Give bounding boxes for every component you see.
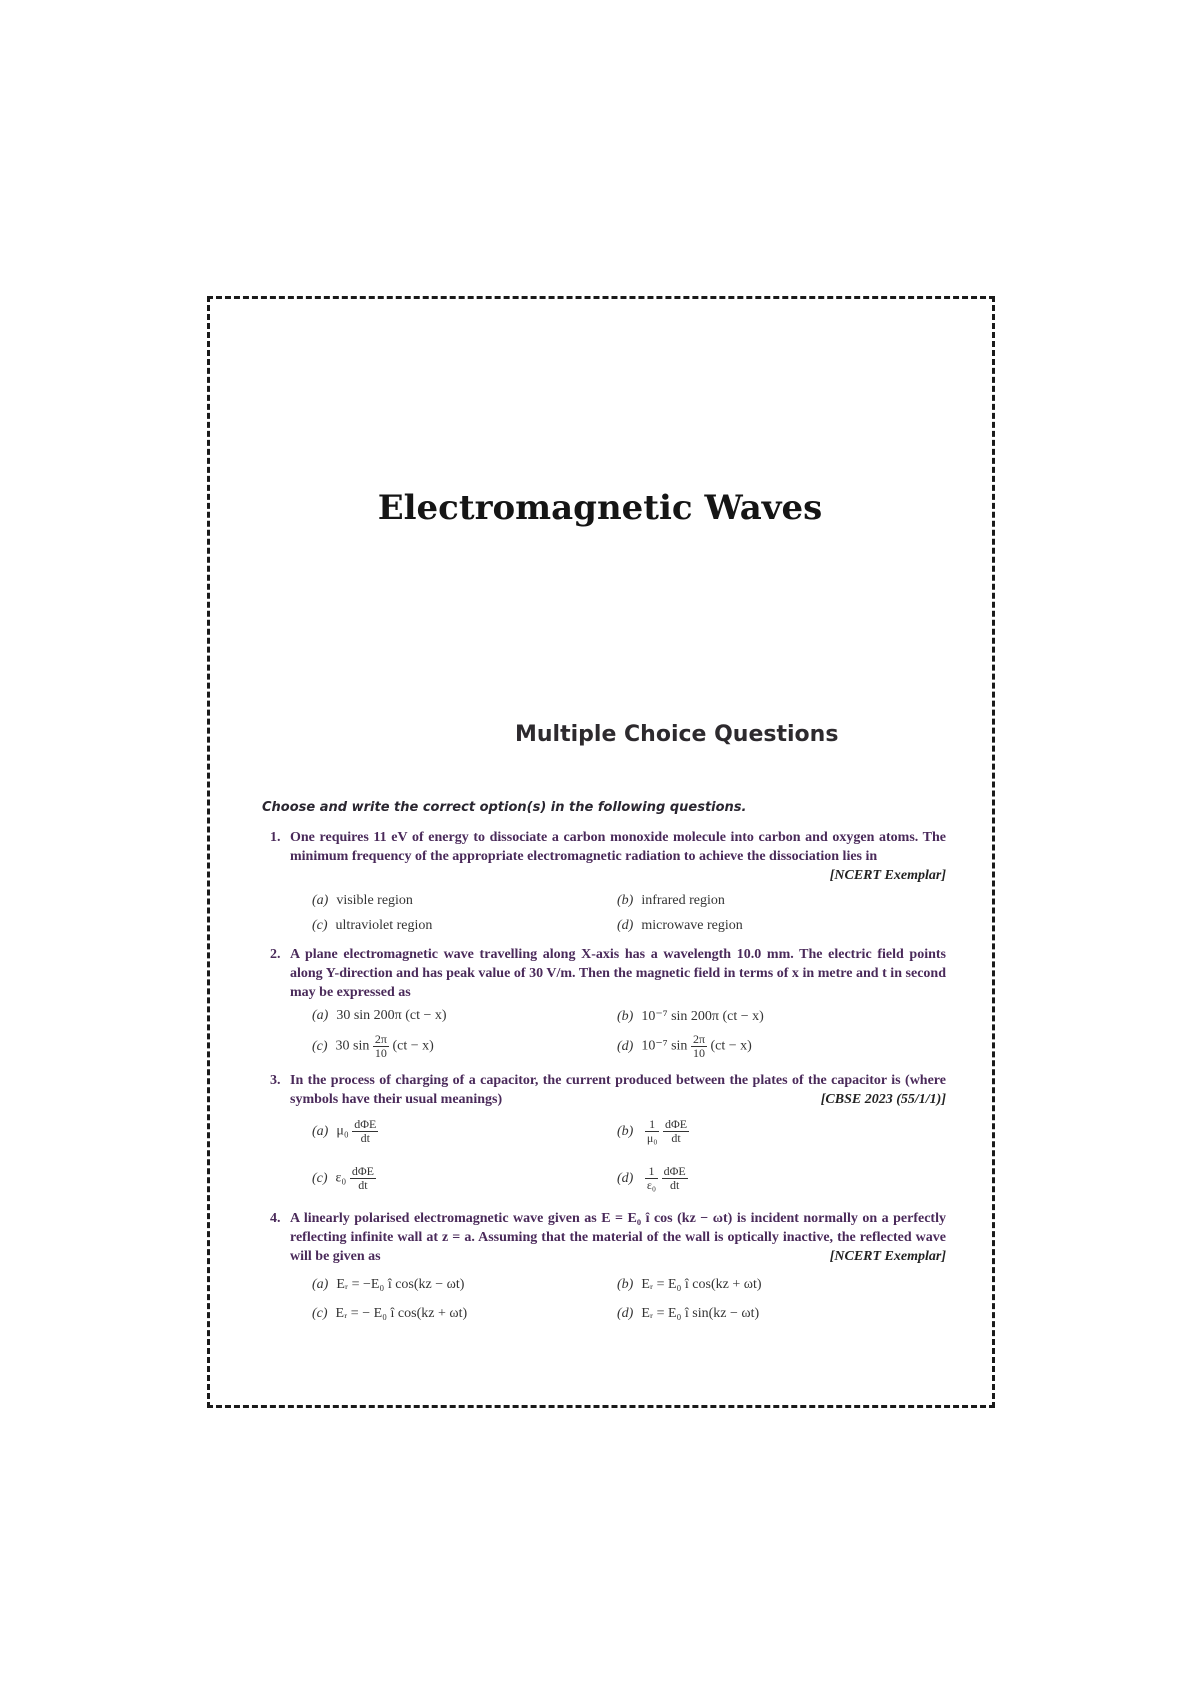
option-1a — [312, 893, 413, 909]
fraction-numerator: 2π — [374, 1032, 387, 1046]
fraction-denominator: dt — [671, 1131, 681, 1145]
option-3c — [312, 1165, 376, 1192]
option-label: (d) — [617, 1306, 634, 1321]
option-4c — [312, 1306, 467, 1322]
question-number: 2. — [270, 947, 281, 962]
option-text-tail: (ct − x) — [710, 1038, 752, 1054]
fraction-denominator: 10 — [374, 1046, 387, 1060]
option-text: microwave region — [641, 918, 743, 933]
option-3b — [617, 1118, 689, 1145]
fraction-denominator: dt — [360, 1131, 370, 1145]
question-1 — [270, 828, 946, 885]
option-label: (a) — [312, 1008, 329, 1023]
fraction-numerator: 2π — [692, 1032, 705, 1046]
fraction — [373, 1033, 389, 1060]
option-4d — [617, 1306, 759, 1322]
option-text: 30 sin — [335, 1038, 370, 1054]
fraction — [645, 1165, 658, 1192]
fraction-numerator: 1 — [645, 1165, 658, 1179]
chapter-title: Electromagnetic Waves — [377, 488, 823, 528]
option-text: 10⁻⁷ sin — [641, 1038, 688, 1054]
option-label: (d) — [617, 1038, 634, 1054]
fraction-denominator: 10 — [692, 1046, 705, 1060]
fraction-denominator: ε₀ — [646, 1178, 657, 1192]
option-3a — [312, 1118, 378, 1145]
option-2c — [312, 1033, 434, 1060]
option-label: (a) — [312, 1277, 329, 1292]
question-2 — [270, 945, 946, 1002]
option-label: (b) — [617, 1277, 634, 1292]
question-number: 1. — [270, 830, 281, 845]
option-3d — [617, 1165, 688, 1192]
option-label: (b) — [617, 893, 634, 908]
fraction-numerator: dΦE — [351, 1164, 374, 1178]
option-text-tail: (ct − x) — [392, 1038, 434, 1054]
fraction — [352, 1118, 378, 1145]
option-text: 30 sin 200π (ct − x) — [336, 1008, 447, 1023]
question-number: 3. — [270, 1073, 281, 1088]
fraction-numerator: dΦE — [354, 1117, 377, 1131]
question-text: A linearly polarised electromagnetic wave given as E = E₀ î cos (kz − ωt) is incident normally on a perfectly reflecting infinite wall at z = a. Assuming that the material of the wall is optically inactive, the reflected wave will be given as — [290, 1211, 946, 1264]
option-2b — [617, 1008, 764, 1025]
option-label: (c) — [312, 1306, 328, 1321]
option-text: Eᵣ = E₀ î sin(kz − ωt) — [641, 1306, 760, 1321]
option-text: Eᵣ = E₀ î cos(kz + ωt) — [641, 1277, 762, 1292]
fraction — [691, 1033, 707, 1060]
fraction-numerator: dΦE — [663, 1164, 686, 1178]
question-source: [NCERT Exemplar] — [829, 1249, 946, 1264]
option-text: ε₀ — [335, 1170, 347, 1186]
option-2a — [312, 1008, 447, 1024]
option-text: infrared region — [641, 893, 725, 908]
option-1c — [312, 918, 432, 934]
option-1b — [617, 893, 725, 909]
fraction-denominator: dt — [358, 1178, 368, 1192]
question-source: [NCERT Exemplar] — [829, 868, 946, 883]
fraction-numerator: dΦE — [664, 1117, 688, 1131]
option-text: 10⁻⁷ sin 200π (ct − x) — [641, 1009, 764, 1024]
question-text: In the process of charging of a capacitor, the current produced between the plates of the capacitor is (where symbols have their usual meanings) — [290, 1073, 946, 1107]
question-3 — [270, 1071, 946, 1109]
question-text: One requires 11 eV of energy to dissociate a carbon monoxide molecule into carbon and oxygen atoms. The minimum frequency of the appropriate electromagnetic radiation to achieve the dissociation lies in — [290, 830, 946, 864]
fraction — [663, 1118, 689, 1145]
question-text: A plane electromagnetic wave travelling along X-axis has a wavelength 10.0 mm. The electric field points along Y-direction and has peak value of 30 V/m. Then the magnetic field in terms of x in metre and t in second may be expressed as — [290, 947, 946, 1000]
fraction — [645, 1118, 660, 1145]
option-label: (d) — [617, 1170, 634, 1186]
option-label: (a) — [312, 893, 329, 908]
option-text: Eᵣ = −E₀ î cos(kz − ωt) — [336, 1277, 465, 1292]
question-source: [CBSE 2023 (55/1/1)] — [820, 1092, 946, 1107]
option-text: μ₀ — [336, 1123, 349, 1139]
option-text: Eᵣ = − E₀ î cos(kz + ωt) — [335, 1306, 468, 1321]
option-label: (b) — [617, 1009, 634, 1024]
question-number: 4. — [270, 1211, 281, 1226]
option-label: (c) — [312, 918, 328, 933]
question-4 — [270, 1209, 946, 1266]
section-title: Multiple Choice Questions — [515, 722, 839, 747]
instructions-text: Choose and write the correct option(s) in the following questions. — [262, 800, 747, 815]
fraction — [662, 1165, 688, 1192]
fraction-numerator: 1 — [645, 1118, 660, 1132]
option-text: visible region — [336, 893, 413, 908]
option-label: (c) — [312, 1170, 328, 1186]
option-4b — [617, 1277, 762, 1293]
option-1d — [617, 918, 743, 934]
option-label: (a) — [312, 1123, 329, 1139]
fraction-denominator: μ₀ — [646, 1131, 658, 1145]
option-2d — [617, 1033, 752, 1060]
option-text: ultraviolet region — [335, 918, 433, 933]
option-4a — [312, 1277, 464, 1293]
fraction — [350, 1165, 376, 1192]
option-label: (b) — [617, 1123, 634, 1139]
fraction-denominator: dt — [669, 1178, 680, 1192]
option-label: (c) — [312, 1038, 328, 1054]
option-label: (d) — [617, 918, 634, 933]
